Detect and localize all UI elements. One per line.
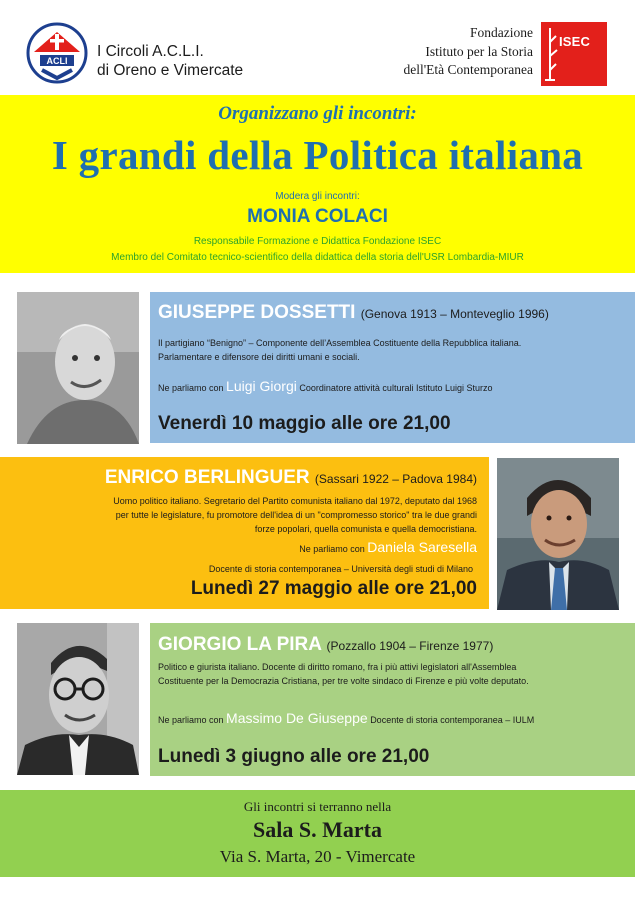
person-dates: (Pozzallo 1904 – Firenze 1977) [326,639,494,653]
person-description [113,494,477,536]
speaker-role: Docente di storia contemporanea – Università degli studi di Milano [208,564,473,574]
talk-prefix: Ne parliamo con [158,383,224,393]
description-line: Uomo politico italiano. Segretario del Partito comunista italiano dal 1972, deputato dal 1968 [113,496,477,506]
description-line: Costituente per la Democrazia Cristiana, per tre volte sindaco di Firenze e più volte deputato. [158,676,529,686]
person-name: GIUSEPPE DOSSETTI [158,302,356,323]
venue-intro: Gli incontri si terranno nella [243,799,392,814]
isec-logo-text: ISEC [559,34,591,49]
person-dates: (Genova 1913 – Monteveglio 1996) [360,307,549,321]
person-name: ENRICO BERLINGUER [104,467,310,488]
acli-line-2: di Oreno e Vimercate [97,62,244,79]
isec-line-1: Fondazione [470,25,533,40]
moderator-label: Modera gli incontri: [275,191,360,202]
isec-line-2: Istituto per la Storia [425,43,533,59]
isec-logo [541,22,607,86]
event-date: Lunedì 3 giugno alle ore 21,00 [158,746,430,767]
person-description [158,336,521,364]
description-line: forze popolari, quella comunista e quella democristiana. [254,524,477,534]
portrait-dossetti [17,292,139,444]
portrait-la-pira [17,623,139,775]
description-line: Il partigiano “Benigno” – Componente dell’Assemblea Costituente della Repubblica italiana. [158,338,522,348]
event-la-pira [150,623,635,776]
isec-name [403,24,533,80]
event-date: Lunedì 27 maggio alle ore 21,00 [190,578,477,599]
speaker-line [158,378,493,394]
speaker-role: Docente di storia contemporanea – IULM [370,715,535,725]
description-line: Politico e giurista italiano. Docente di diritto romano, fra i più attivi legislatori all'Assemblea [158,662,517,672]
talk-prefix: Ne parliamo con [299,544,365,554]
event-title [158,634,493,656]
event-date: Venerdì 10 maggio alle ore 21,00 [158,413,451,434]
venue-address: Via S. Marta, 20 - Vimercate [219,847,416,866]
description-line: per tutte le legislature, fu promotore dell'idea di un "compromesso storico" tra le due grandi [115,510,477,520]
acli-logo-text: ACLI [46,56,68,66]
speaker-line [158,710,534,726]
isec-line-3: dell'Età Contemporanea [403,62,533,77]
portrait-berlinguer [497,458,619,610]
acli-name [97,42,243,80]
person-name: GIORGIO LA PIRA [158,634,322,655]
speaker-name: Luigi Giorgi [226,378,297,394]
banner-intro: Organizzano gli incontri: [218,103,417,124]
moderator-role-1: Responsabile Formazione e Didattica Fondazione ISEC [193,236,442,247]
person-dates: (Sassari 1922 – Padova 1984) [314,472,477,486]
acli-line-1: I Circoli A.C.L.I. [97,43,204,60]
event-berlinguer [0,457,489,609]
event-title [158,302,549,324]
title-banner [0,95,635,273]
page-title: I grandi della Politica italiana [51,132,584,178]
speaker-role: Coordinatore attività culturali Istituto Luigi Sturzo [299,383,493,393]
speaker-name: Massimo De Giuseppe [226,710,368,726]
description-line: Parlamentare e difensore dei diritti umani e sociali. [158,352,360,362]
venue-name: Sala S. Marta [253,817,382,842]
speaker-line [299,539,477,555]
acli-logo [26,22,88,84]
talk-prefix: Ne parliamo con [158,715,224,725]
event-title [105,467,477,489]
event-dossetti [150,292,635,443]
moderator-name: MONIA COLACI [247,206,388,227]
person-description [158,660,529,688]
venue-footer [0,790,635,877]
moderator-role-2: Membro del Comitato tecnico-scientifico della didattica della storia dell'USR Lombardia-MIUR [111,252,524,263]
speaker-name: Daniela Saresella [367,539,477,555]
